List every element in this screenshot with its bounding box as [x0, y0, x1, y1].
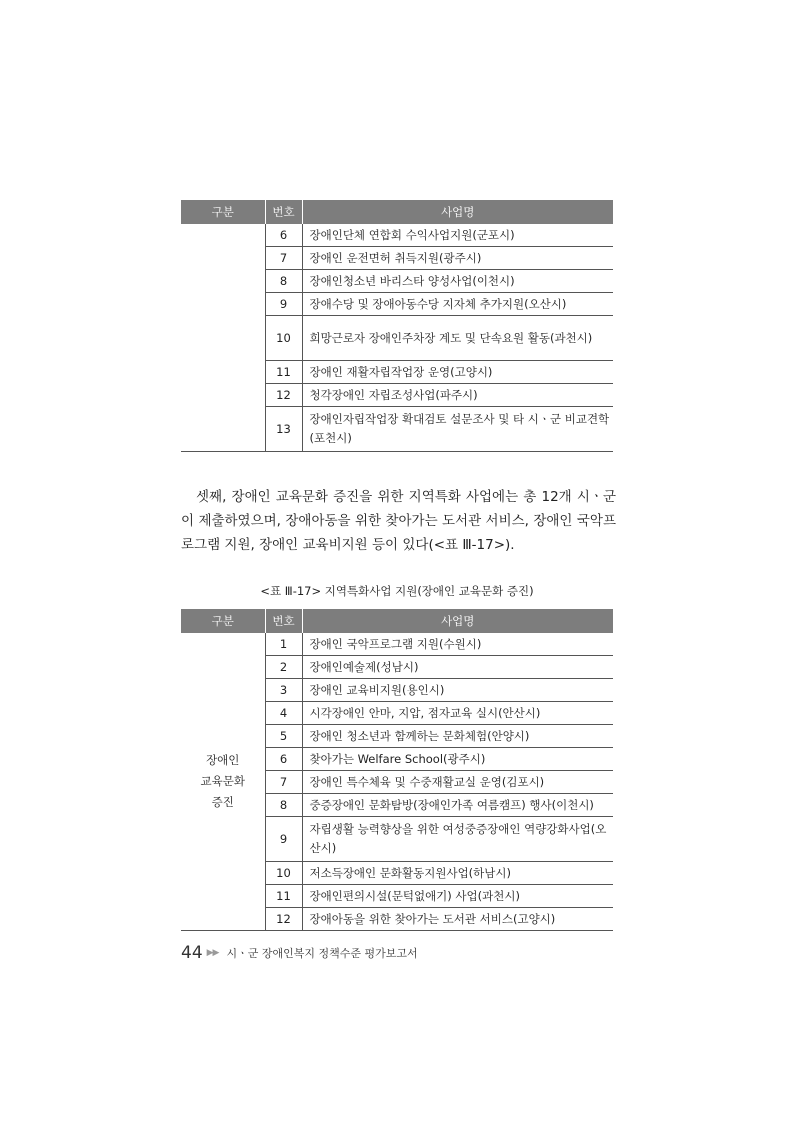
table-disability-employment-projects	[181, 200, 613, 452]
table-caption: <표 Ⅲ-17> 지역특화사업 지원(장애인 교육문화 증진)	[260, 584, 534, 598]
row-number: 10	[265, 316, 302, 361]
project-name: 자립생활 능력향상을 위한 여성중증장애인 역량강화사업(오산시)	[302, 817, 613, 862]
row-number: 7	[265, 771, 302, 794]
page-footer	[181, 943, 418, 963]
project-name: 장애인 국악프로그램 지원(수원시)	[302, 633, 613, 656]
table-row	[181, 224, 613, 247]
project-name: 저소득장애인 문화활동지원사업(하남시)	[302, 862, 613, 885]
row-number: 9	[265, 293, 302, 316]
header-number: 번호	[265, 609, 302, 633]
row-number: 11	[265, 885, 302, 908]
row-number: 5	[265, 725, 302, 748]
project-name: 찾아가는 Welfare School(광주시)	[302, 748, 613, 771]
project-name: 장애인 청소년과 함께하는 문화체험(안양시)	[302, 725, 613, 748]
project-name: 장애인자립작업장 확대검토 설문조사 및 타 시ㆍ군 비교견학(포천시)	[302, 407, 613, 452]
project-name: 장애인 재활자립작업장 운영(고양시)	[302, 361, 613, 384]
project-name: 장애인 특수체육 및 수중재활교실 운영(김포시)	[302, 771, 613, 794]
project-name: 장애인 운전면허 취득지원(광주시)	[302, 247, 613, 270]
header-category: 구분	[181, 609, 265, 633]
row-number: 2	[265, 656, 302, 679]
table-education-culture-projects	[181, 609, 613, 931]
row-number: 9	[265, 817, 302, 862]
table-row	[181, 633, 613, 656]
row-number: 3	[265, 679, 302, 702]
row-number: 12	[265, 908, 302, 931]
project-name: 장애인 교육비지원(용인시)	[302, 679, 613, 702]
row-number: 1	[265, 633, 302, 656]
row-number: 10	[265, 862, 302, 885]
row-number: 4	[265, 702, 302, 725]
body-paragraph: 셋째, 장애인 교육문화 증진을 위한 지역특화 사업에는 총 12개 시ㆍ군이 제출하였으며, 장애아동을 위한 찾아가는 도서관 서비스, 장애인 국악프로그램 지원, 장애인 교육비지원 등이 있다(<표 Ⅲ-17>).	[181, 489, 616, 553]
row-number: 11	[265, 361, 302, 384]
row-number: 6	[265, 224, 302, 247]
project-name: 장애아동을 위한 찾아가는 도서관 서비스(고양시)	[302, 908, 613, 931]
category-cell: 장애인 교육문화 증진	[181, 633, 265, 931]
project-name: 청각장애인 자립조성사업(파주시)	[302, 384, 613, 407]
project-name: 중증장애인 문화탐방(장애인가족 여름캠프) 행사(이천시)	[302, 794, 613, 817]
table-header-row	[181, 609, 613, 633]
project-name: 장애인예술제(성남시)	[302, 656, 613, 679]
project-name: 장애인청소년 바리스타 양성사업(이천시)	[302, 270, 613, 293]
row-number: 6	[265, 748, 302, 771]
double-arrow-icon: ▶▶	[206, 948, 219, 958]
project-name: 시각장애인 안마, 지압, 점자교육 실시(안산시)	[302, 702, 613, 725]
project-name: 장애인단체 연합회 수익사업지원(군포시)	[302, 224, 613, 247]
header-project-name: 사업명	[302, 609, 613, 633]
project-name: 장애수당 및 장애아동수당 지자체 추가지원(오산시)	[302, 293, 613, 316]
page-number: 44	[181, 943, 203, 963]
row-number: 8	[265, 270, 302, 293]
row-number: 12	[265, 384, 302, 407]
report-title: 시ㆍ군 장애인복지 정책수준 평가보고서	[226, 947, 418, 960]
category-cell	[181, 224, 265, 452]
table-header-row	[181, 200, 613, 224]
row-number: 8	[265, 794, 302, 817]
header-project-name: 사업명	[302, 200, 613, 224]
header-category: 구분	[181, 200, 265, 224]
row-number: 7	[265, 247, 302, 270]
project-name: 희망근로자 장애인주차장 계도 및 단속요원 활동(과천시)	[302, 316, 613, 361]
row-number: 13	[265, 407, 302, 452]
project-name: 장애인편의시설(문턱없애기) 사업(과천시)	[302, 885, 613, 908]
header-number: 번호	[265, 200, 302, 224]
